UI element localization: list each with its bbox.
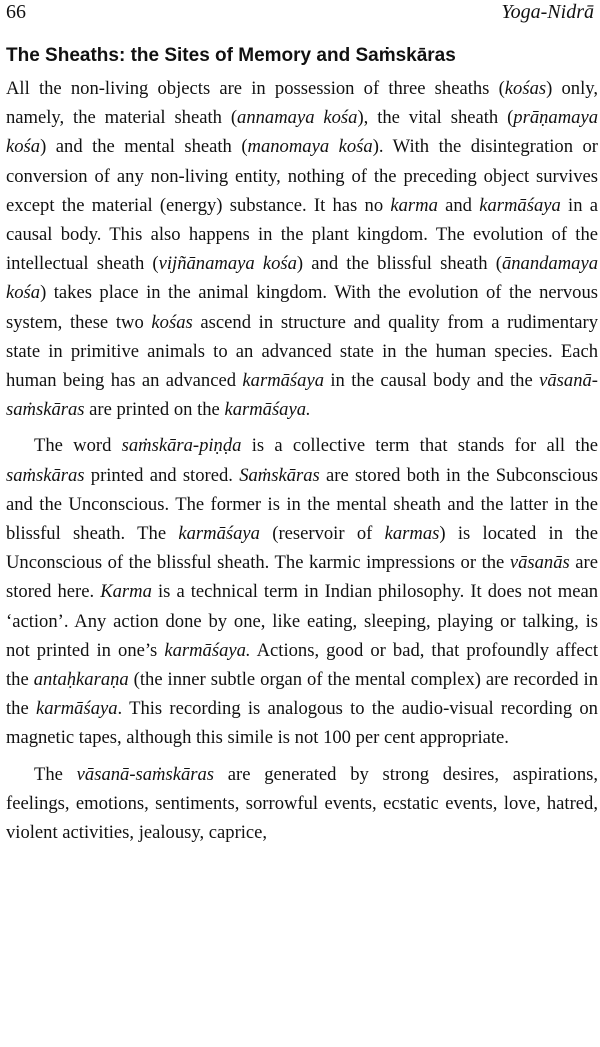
italic-term: karmāśaya. (224, 399, 311, 421)
text-run: ascend in structure and quality from a rudimentary state in primitive animals to an advanced state in the human species. Each human being has an advanced (6, 311, 598, 392)
italic-term: Karma (100, 581, 152, 603)
italic-term: manomaya kośa (247, 136, 373, 158)
text-run: ). With the disintegration or conversion of any non-living entity, nothing of the preceding object survives except the material (energy) substance. It has no (6, 136, 598, 216)
italic-term: kośas (151, 311, 193, 333)
text-run: and (437, 194, 480, 216)
text-run: All the non-living objects are in possession of three sheaths ( (6, 78, 505, 99)
text-run: Actions, good or bad, that profoundly affect the (6, 639, 599, 691)
paragraph-3 (6, 760, 598, 848)
italic-term: karmāśaya (178, 523, 260, 545)
text-run: ) only, namely, the material sheath ( (6, 78, 599, 129)
italic-term: karma (390, 194, 438, 216)
italic-term: karmāśaya (479, 194, 561, 216)
page-number: 66 (6, 1, 26, 23)
section-heading: The Sheaths: the Sites of Memory and Saṁskāras (6, 45, 456, 66)
italic-term: karmas (384, 523, 440, 545)
paragraph-2 (6, 431, 598, 752)
italic-term: ānandamaya kośa (6, 253, 598, 304)
text-run: is a collective term that stands for all the (241, 435, 599, 457)
italic-term: annamaya kośa (237, 107, 358, 129)
text-run: ) and the blissful sheath ( (296, 253, 502, 275)
italic-term: prāṇamaya kośa (6, 107, 598, 158)
text-run: are stored both in the Subconscious and the Unconscious. The former is in the mental sheath and the latter in the blissful sheath. The (6, 464, 598, 545)
running-title: Yoga-Nidrā (501, 1, 594, 23)
italic-term: karmāśaya (35, 698, 118, 720)
text-run: ) is located in the Unconscious of the blissful sheath. The karmic impressions or the (6, 523, 599, 574)
italic-term: antaḥkaraṇa (33, 669, 129, 691)
running-header (6, 0, 594, 24)
italic-term: Saṁskāras (239, 464, 320, 486)
text-run: printed and stored. (84, 464, 240, 486)
text-run: in the causal body and the (324, 370, 540, 392)
text-run: are generated by strong desires, aspirations, feelings, emotions, sentiments, sorrowful events, ecstatic events, love, hatred, violent activities, jealousy, caprice, (6, 763, 598, 844)
italic-term: karmāśaya (242, 370, 324, 392)
text-run: are printed on the (84, 399, 225, 421)
italic-term: vāsanā-saṁskāras (76, 763, 215, 785)
text-run: are stored here. (6, 552, 598, 603)
text-run: . This recording is analogous to the audio-visual recording on magnetic tapes, although this simile is not 100 per cent appropriate. (6, 698, 598, 749)
italic-term: vāsanās (509, 552, 570, 574)
text-run: The (34, 763, 77, 785)
italic-term: karmāśaya. (164, 639, 251, 661)
paragraph-1 (6, 74, 598, 424)
italic-term: vijñānamaya kośa (158, 253, 297, 275)
text-run: ) takes place in the animal kingdom. With the evolution of the nervous system, these two (6, 282, 598, 333)
text-run: in a causal body. This also happens in the plant kingdom. The evolution of the intellectual sheath ( (6, 194, 598, 275)
text-run: The word (34, 435, 122, 457)
text-run: (the inner subtle organ of the mental complex) are recorded in the (6, 669, 598, 720)
italic-term: vāsanā-saṁskāras (6, 370, 598, 421)
body-text (6, 74, 598, 847)
italic-term: saṁskāras (6, 464, 85, 486)
italic-term: kośas (504, 78, 547, 99)
italic-term: saṁskāra-piṇḍa (121, 435, 242, 457)
text-run: ), the vital sheath ( (357, 107, 514, 129)
text-run: is a technical term in Indian philosophy. It does not mean ‘action’. Any action done by one, like eating, sleeping, playing or talking, is not printed in one’s (6, 581, 598, 661)
text-run: (reservoir of (259, 523, 385, 545)
text-run: ) and the mental sheath ( (40, 136, 248, 158)
